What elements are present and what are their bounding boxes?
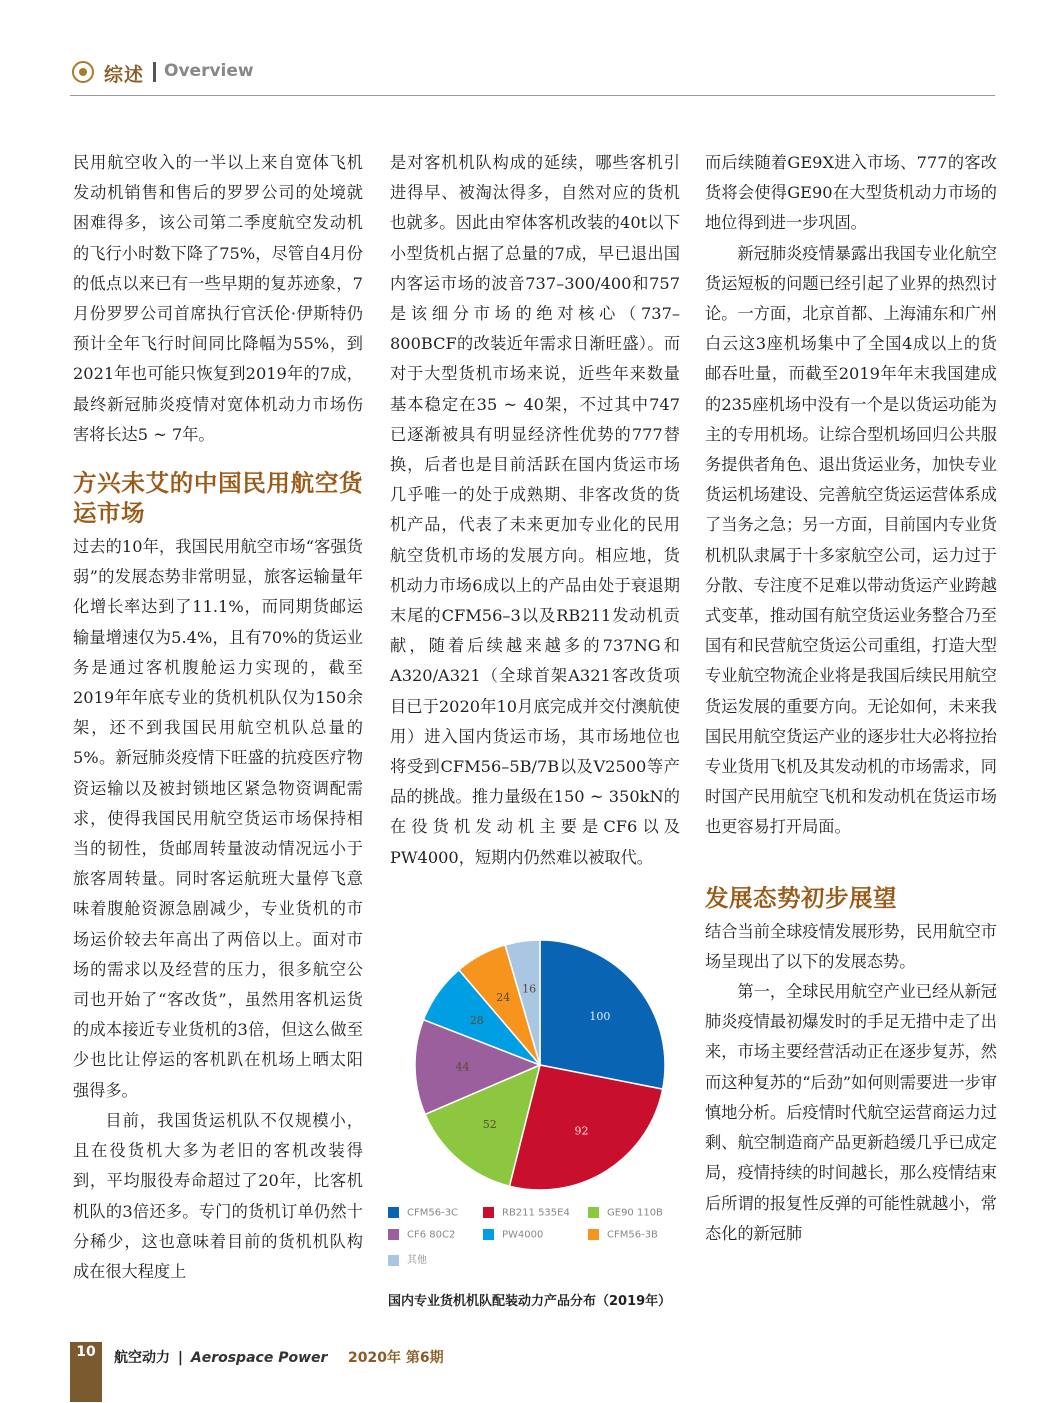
legend-swatch bbox=[588, 1229, 599, 1240]
legend-swatch bbox=[483, 1229, 494, 1240]
paragraph: 而后续随着GE9X进入市场、777的客改货将会使得GE90在大型货机动力市场的地位得到进一步巩固。 bbox=[705, 153, 997, 233]
data-label: 52 bbox=[482, 1117, 497, 1131]
section-title-en: Overview bbox=[164, 61, 254, 81]
legend-label: GE90 110B bbox=[607, 1207, 663, 1219]
legend-item bbox=[388, 1229, 455, 1241]
legend-label: CFM56-3B bbox=[607, 1229, 658, 1241]
legend-item bbox=[483, 1229, 543, 1241]
paragraph: 民用航空收入的一半以上来自宽体飞机发动机销售和售后的罗罗公司的处境就困难得多，该公司第二季度航空发动机的飞行小时数下降了75%，尽管自4月份的低点以来已有一些早期的复苏迹象，7月份罗罗公司首席执行官沃伦·伊斯特仍预计全年飞行时间同比降幅为55%，到2021年也可能只恢复到2019年的7成，最终新冠肺炎疫情对宽体机动力市场伤害将长达5 ~ 7年。 bbox=[73, 153, 363, 444]
legend-label: PW4000 bbox=[502, 1229, 544, 1241]
legend-swatch bbox=[388, 1207, 399, 1218]
pie-chart bbox=[385, 930, 685, 1225]
legend-label: RB211 535E4 bbox=[502, 1207, 570, 1219]
page-number: 10 bbox=[70, 1342, 102, 1402]
legend-label: 其他 bbox=[407, 1255, 427, 1266]
legend-item bbox=[588, 1207, 663, 1219]
data-label: 28 bbox=[469, 1014, 484, 1028]
magazine-name: 航空动力 bbox=[114, 1350, 170, 1366]
footer-divider: | bbox=[177, 1350, 183, 1366]
data-label: 44 bbox=[455, 1060, 470, 1074]
column-1 bbox=[73, 148, 363, 1287]
legend-swatch bbox=[388, 1229, 399, 1240]
legend-swatch bbox=[388, 1255, 399, 1266]
legend-item bbox=[588, 1229, 658, 1241]
magazine-name-en: Aerospace Power bbox=[190, 1350, 328, 1366]
paragraph: 过去的10年，我国民用航空市场“客强货弱”的发展态势非常明显，旅客运输量年化增长率达到了11.1%，而同期货邮运输量增速仅为5.4%，且有70%的货运业务是通过客机腹舱运力实现的，截至2019年年底专业的货机机队仅为150余架，还不到我国民用航空机队总量的5%。新冠肺炎疫情下旺盛的抗疫医疗物资运输以及被封锁地区紧急物资调配需求，使得我国民用航空货运市场保持相当的韧性，货邮周转量波动情况远小于旅客周转量。同时客运航班大量停飞意味着腹舱资源急剧减少，专业货机的市场运价较去年高出了两倍以上。面对市场的需求以及经营的压力，很多航空公司也开始了“客改货”，虽然用客机运货的成本接近专业货机的3倍，但这么做至少也比让停运的客机趴在机场上晒太阳强得多。 bbox=[73, 537, 363, 1100]
paragraph: 目前，我国货运机队不仅规模小，且在役货机大多为老旧的客机改装得到，平均服役寿命超过了20年，比客机机队的3倍还多。专门的货机订单仍然十分稀少，这也意味着目前的货机机队构成在很大程度上 bbox=[73, 1110, 363, 1281]
paragraph: 新冠肺炎疫情暴露出我国专业化航空货运短板的问题已经引起了业界的热烈讨论。一方面，北京首都、上海浦东和广州白云这3座机场集中了全国4成以上的货邮吞吐量，而截至2019年年末我国建成的235座机场中没有一个是以货运功能为主的专用机场。让综合型机场回归公共服务提供者角色、退出货运业务，加快专业货运机场建设、完善航空货运运营体系成了当务之急；另一方面，目前国内专业货机机队隶属于十多家航空公司，运力过于分散、专注度不足难以带动货运产业跨越式变革，推动国有航空货运业务整合乃至国有和民营航空货运公司重组，打造大型专业航空物流企业将是我国后续民用航空货运发展的重要方向。无论如何，未来我国民用航空货运产业的逐步壮大必将拉抬专业货用飞机及其发动机的市场需求，同时国产民用航空飞机和发动机在货运市场也更容易打开局面。 bbox=[705, 243, 997, 837]
legend-label: CFM56-3C bbox=[407, 1207, 459, 1219]
paragraph: 结合当前全球疫情发展形势，民用航空市场呈现出了以下的发展态势。 bbox=[705, 921, 997, 971]
journal-emblem-icon bbox=[72, 61, 94, 83]
magazine-title bbox=[114, 1347, 327, 1367]
data-label: 100 bbox=[589, 1009, 611, 1023]
legend-item bbox=[483, 1207, 570, 1219]
data-label: 92 bbox=[574, 1124, 589, 1138]
section-heading: 方兴未艾的中国民用航空货运市场 bbox=[73, 469, 363, 528]
legend-label: CF6 80C2 bbox=[407, 1229, 456, 1241]
legend-swatch bbox=[588, 1207, 599, 1218]
paragraph: 是对客机机队构成的延续，哪些客机引进得早、被淘汰得多，自然对应的货机也就多。因此由窄体客机改装的40t以下小型货机占据了总量的7成，早已退出国内客运市场的波音737–300/400和757是该细分市场的绝对核心（737–800BCF的改装近年需求日渐旺盛）。而对于大型货机市场来说，近些年来数量基本稳定在35 ~ 40架，不过其中747已逐渐被具有明显经济性优势的777替换，后者也是目前活跃在国内货运市场几乎唯一的处于成熟期、非客改货的货机产品，代表了未来更加专业化的民用航空货机市场的发展方向。相应地，货机动力市场6成以上的产品由处于衰退期末尾的CFM56–3以及RB211发动机贡献，随着后续越来越多的737NG和A320/A321（全球首架A321客改货项目已于2020年10月底完成并交付澳航使用）进入国内货运市场，其市场地位也将受到CFM56–5B/7B以及V2500等产品的挑战。推力量级在150 ~ 350kN的在役货机发动机主要是CF6以及PW4000，短期内仍然难以被取代。 bbox=[390, 153, 680, 867]
column-3 bbox=[705, 148, 997, 1249]
legend-swatch bbox=[483, 1207, 494, 1218]
data-label: 24 bbox=[496, 990, 511, 1004]
section-heading: 发展态势初步展望 bbox=[705, 883, 897, 912]
issue-label: 2020年 第6期 bbox=[348, 1350, 444, 1366]
header-divider bbox=[153, 62, 156, 82]
chart-caption: 国内专业货机机队配装动力产品分布（2019年） bbox=[388, 1294, 672, 1309]
legend-item bbox=[388, 1207, 458, 1219]
page-header bbox=[70, 55, 995, 96]
page-footer bbox=[70, 1342, 995, 1372]
paragraph: 第一，全球民用航空产业已经从新冠肺炎疫情最初爆发时的手足无措中走了出来，市场主要经营活动正在逐步复苏，然而这种复苏的“后劲”如何则需要进一步审慎地分析。后疫情时代航空运营商运力过剩、航空制造商产品更新趋缓几乎已成定局，疫情持续的时间越长，那么疫情结束后所谓的报复性反弹的可能性就越小，常态化的新冠肺 bbox=[705, 982, 997, 1243]
column-2 bbox=[390, 148, 680, 873]
section-title: 综述 bbox=[104, 64, 145, 86]
legend-item bbox=[388, 1251, 427, 1266]
data-label: 16 bbox=[522, 982, 537, 996]
